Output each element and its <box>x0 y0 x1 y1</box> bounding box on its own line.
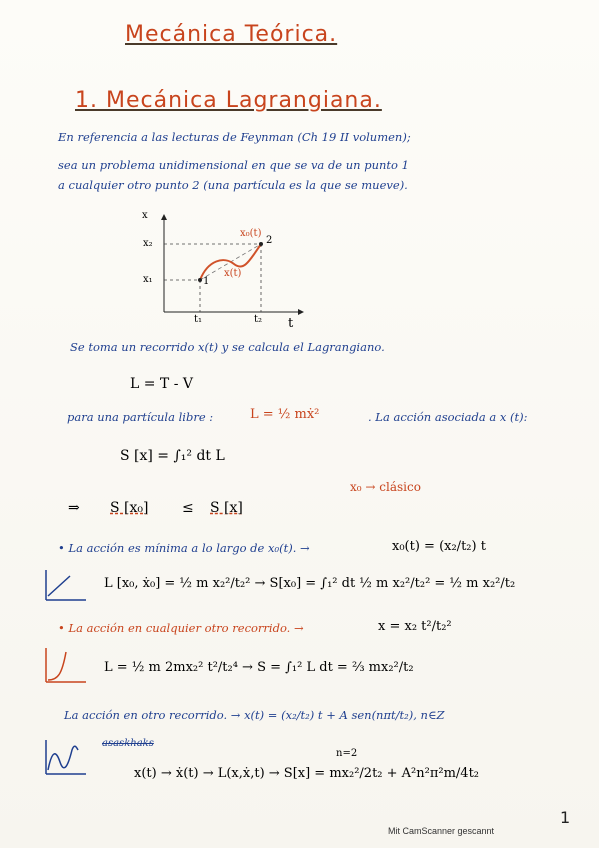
graph-point-1: 1 <box>203 276 210 287</box>
intro-line-1: En referencia a las lecturas de Feynman (Ch 19 II volumen); <box>58 130 411 144</box>
intro-line-2: sea un problema unidimensional en que se va de un punto 1 <box>58 158 409 172</box>
other-path-text: La acción en otro recorrido. → x(t) = (x₂/t₂) t + A sen(nπt/t₂), n∈Z <box>64 708 445 722</box>
scratch-note: asaskhaks <box>102 738 154 749</box>
free-particle-eq: L = ½ mẋ² <box>250 407 320 422</box>
graph-x-tick-t2: t₂ <box>254 314 263 325</box>
graph-curve-label: x(t) <box>224 268 242 279</box>
quadratic-path-eq: x = x₂ t²/t₂² <box>378 619 452 634</box>
section-title: 1. Mecánica Lagrangiana. <box>75 88 382 113</box>
oscillating-action-row: x(t) → ẋ(t) → L(x,ẋ,t) → S[x] = mx₂²/2t₂ + A²n²π²m/4t₂ <box>134 766 480 781</box>
lagrangian-quadratic-row: L = ½ m 2mx₂² t²/t₂⁴ → S = ∫₁² L dt = ⅔ mx₂²/t₂ <box>104 660 414 675</box>
bullet-other-path: • La acción en cualquier otro recorrido. → <box>58 621 304 635</box>
n-equals-two: n=2 <box>336 748 358 759</box>
graph-curve-top-label: x₀(t) <box>240 228 262 239</box>
graph-y-tick-x1: x₁ <box>143 274 153 285</box>
intro-line-3: a cualquier otro punto 2 (una partícula es la que se mueve). <box>58 178 408 192</box>
inequality-sign: ≤ <box>182 500 194 516</box>
graph-x-tick-t1: t₁ <box>194 314 203 325</box>
graph-point-2: 2 <box>266 235 273 246</box>
graph-y-axis-label: x <box>142 210 148 221</box>
action-general: S [x] <box>210 500 243 516</box>
parabola-sketch-icon <box>40 644 90 688</box>
implies-arrow: ⇒ <box>68 500 80 516</box>
classic-note: x₀ → clásico <box>350 480 421 494</box>
graph-x-axis-label: t <box>288 316 294 331</box>
action-classical: S [x₀] <box>110 500 149 516</box>
graph-y-tick-x2: x₂ <box>143 238 153 249</box>
oscillating-sketch-icon <box>40 736 90 780</box>
classical-path-eq: x₀(t) = (x₂/t₂) t <box>392 539 486 554</box>
bullet-minimum-action: • La acción es mínima a lo largo de x₀(t). → <box>58 541 310 555</box>
trajectory-graph <box>138 212 308 330</box>
action-integral-eq: S [x] = ∫₁² dt L <box>120 448 225 464</box>
action-assoc-text: . La acción asociada a x (t): <box>368 410 528 424</box>
free-particle-text: para una partícula libre : <box>67 410 214 424</box>
page-title: Mecánica Teórica. <box>125 22 338 47</box>
linear-sketch-icon <box>40 566 90 606</box>
scanner-footer: Mit CamScanner gescannt <box>388 826 495 836</box>
lagrangian-classical-row: L [x₀, ẋ₀] = ½ m x₂²/t₂² → S[x₀] = ∫₁² dt ½ m x₂²/t₂² = ½ m x₂²/t₂ <box>104 576 516 591</box>
lagrangian-eq: L = T - V <box>130 376 194 392</box>
path-text: Se toma un recorrido x(t) y se calcula el Lagrangiano. <box>70 340 385 354</box>
page-number: 1 <box>560 808 571 827</box>
